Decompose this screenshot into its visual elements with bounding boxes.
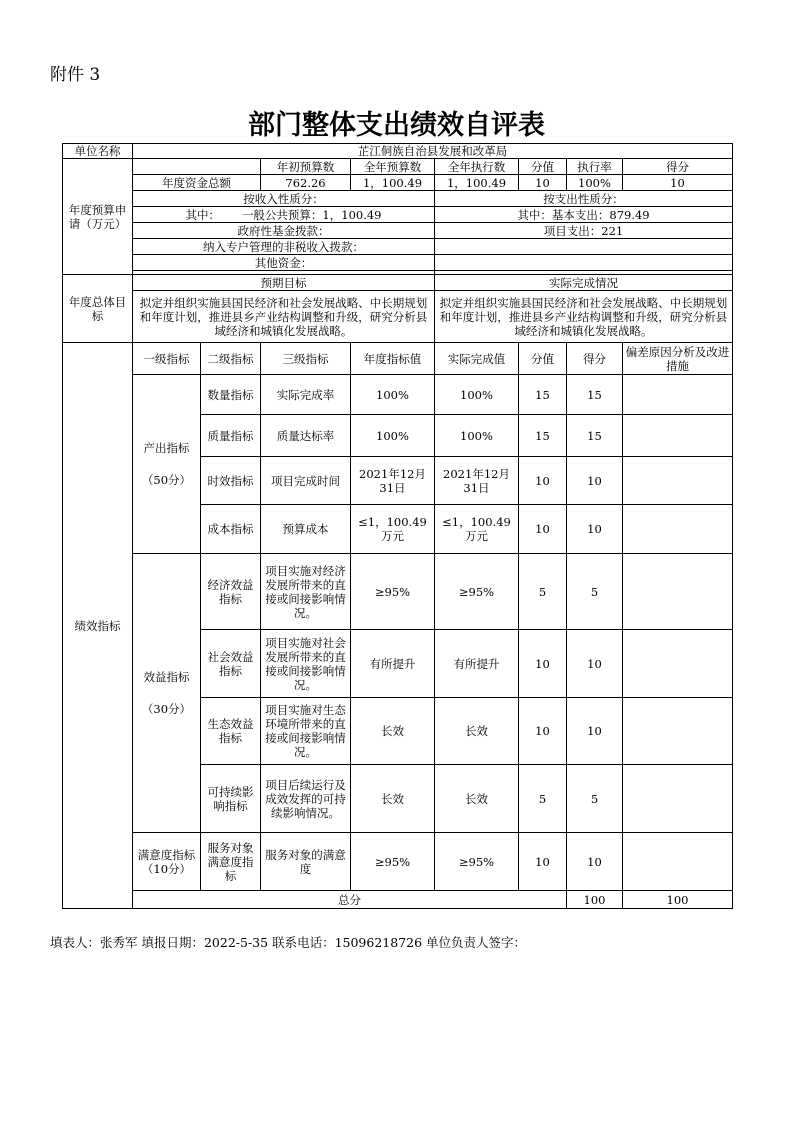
score-value-cell: 10 bbox=[519, 833, 567, 891]
total-funds-value: 10 bbox=[623, 175, 733, 191]
target-cell: 100% bbox=[351, 415, 435, 457]
general-public-budget-value: 一般公共预算：1，100.49 bbox=[241, 207, 382, 222]
budget-header: 得分 bbox=[623, 159, 733, 175]
reason-cell bbox=[623, 457, 733, 505]
reason-header: 偏差原因分析及改进措施 bbox=[623, 343, 733, 375]
expected-goal-text: 拟定并组织实施县国民经济和社会发展战略、中长期规划和年度计划，推进县乡产业结构调整和升级，研究分析县域经济和城镇化发展战略。 bbox=[133, 291, 435, 343]
actual-cell: 100% bbox=[435, 375, 519, 415]
level2-cell: 质量指标 bbox=[201, 415, 261, 457]
page-title: 部门整体支出绩效自评表 bbox=[248, 110, 545, 141]
score-cell: 5 bbox=[567, 554, 623, 630]
score-cell: 15 bbox=[567, 375, 623, 415]
actual-cell: ≥95% bbox=[435, 833, 519, 891]
actual-cell: 有所提升 bbox=[435, 630, 519, 698]
benefit-points: （30分） bbox=[141, 702, 192, 716]
reason-cell bbox=[623, 375, 733, 415]
actual-goal-text: 拟定并组织实施县国民经济和社会发展战略、中长期规划和年度计划，推进县乡产业结构调整和升级，研究分析县域经济和城镇化发展战略。 bbox=[435, 291, 733, 343]
budget-header: 全年执行数 bbox=[435, 159, 519, 175]
level2-cell: 服务对象满意度指标 bbox=[201, 833, 261, 891]
level2-cell: 社会效益指标 bbox=[201, 630, 261, 698]
level1-header: 一级指标 bbox=[133, 343, 201, 375]
reason-cell bbox=[623, 415, 733, 457]
level3-cell: 服务对象的满意度 bbox=[261, 833, 351, 891]
gov-fund-label: 政府性基金拨款： bbox=[133, 223, 435, 239]
target-cell: 长效 bbox=[351, 765, 435, 833]
budget-section-label: 年度预算申请（万元） bbox=[63, 159, 133, 275]
general-public-budget bbox=[133, 207, 435, 223]
score-value-header: 分值 bbox=[519, 343, 567, 375]
basic-expense: 其中：基本支出：879.49 bbox=[435, 207, 733, 223]
target-cell: 2021年12月31日 bbox=[351, 457, 435, 505]
level3-cell: 项目完成时间 bbox=[261, 457, 351, 505]
score-cell: 10 bbox=[567, 833, 623, 891]
reason-cell bbox=[623, 554, 733, 630]
total-score: 100 bbox=[623, 891, 733, 909]
actual-cell: ≥95% bbox=[435, 554, 519, 630]
actual-cell: 2021年12月31日 bbox=[435, 457, 519, 505]
level3-cell: 预算成本 bbox=[261, 505, 351, 554]
project-expense: 项目支出：221 bbox=[435, 223, 733, 239]
goals-section-label: 年度总体目标 bbox=[63, 275, 133, 343]
budget-header: 年初预算数 bbox=[261, 159, 351, 175]
level3-header: 三级指标 bbox=[261, 343, 351, 375]
target-cell: 有所提升 bbox=[351, 630, 435, 698]
blank-cell bbox=[435, 239, 733, 255]
target-cell: ≥95% bbox=[351, 833, 435, 891]
actual-cell: ≤1，100.49万元 bbox=[435, 505, 519, 554]
actual-cell: 长效 bbox=[435, 698, 519, 765]
level2-cell: 生态效益指标 bbox=[201, 698, 261, 765]
score-value-cell: 5 bbox=[519, 765, 567, 833]
income-nature-label: 按收入性质分： bbox=[133, 191, 435, 207]
blank-cell bbox=[435, 255, 733, 271]
score-cell: 15 bbox=[567, 415, 623, 457]
score-cell: 10 bbox=[567, 698, 623, 765]
total-funds-value: 100% bbox=[567, 175, 623, 191]
output-indicator-label bbox=[133, 375, 201, 554]
satisfaction-points: （10分） bbox=[141, 861, 192, 876]
budget-header-blank bbox=[133, 159, 261, 175]
performance-section-label: 绩效指标 bbox=[63, 343, 133, 909]
total-score-label: 总分 bbox=[133, 891, 567, 909]
expected-goal-label: 预期目标 bbox=[133, 275, 435, 291]
score-value-cell: 15 bbox=[519, 415, 567, 457]
score-cell: 10 bbox=[567, 457, 623, 505]
reason-cell bbox=[623, 630, 733, 698]
actual-cell: 100% bbox=[435, 415, 519, 457]
score-cell: 10 bbox=[567, 505, 623, 554]
level3-cell: 实际完成率 bbox=[261, 375, 351, 415]
target-header: 年度指标值 bbox=[351, 343, 435, 375]
total-funds-value: 762.26 bbox=[261, 175, 351, 191]
total-funds-value: 1，100.49 bbox=[435, 175, 519, 191]
satisfaction-label: 满意度指标 bbox=[137, 847, 196, 862]
score-value-cell: 10 bbox=[519, 505, 567, 554]
score-value-cell: 10 bbox=[519, 457, 567, 505]
budget-header: 执行率 bbox=[567, 159, 623, 175]
score-value-cell: 5 bbox=[519, 554, 567, 630]
benefit-indicator-label bbox=[133, 554, 201, 833]
benefit-label: 效益指标 bbox=[143, 670, 190, 684]
actual-header: 实际完成值 bbox=[435, 343, 519, 375]
attachment-label: 附件 3 bbox=[50, 65, 101, 85]
score-cell: 10 bbox=[567, 630, 623, 698]
total-funds-value: 1，100.49 bbox=[351, 175, 435, 191]
score-value-cell: 10 bbox=[519, 630, 567, 698]
reason-cell bbox=[623, 833, 733, 891]
level2-cell: 可持续影响指标 bbox=[201, 765, 261, 833]
score-cell: 5 bbox=[567, 765, 623, 833]
output-points: （50分） bbox=[141, 473, 192, 487]
level2-cell: 数量指标 bbox=[201, 375, 261, 415]
score-value-cell: 10 bbox=[519, 698, 567, 765]
level3-cell: 项目实施对生态环境所带来的直接或间接影响情况。 bbox=[261, 698, 351, 765]
among-label: 其中： bbox=[185, 207, 220, 222]
target-cell: 100% bbox=[351, 375, 435, 415]
expense-nature-label: 按支出性质分： bbox=[435, 191, 733, 207]
target-cell: 长效 bbox=[351, 698, 435, 765]
level2-cell: 经济效益指标 bbox=[201, 554, 261, 630]
level2-header: 二级指标 bbox=[201, 343, 261, 375]
level2-cell: 成本指标 bbox=[201, 505, 261, 554]
level3-cell: 质量达标率 bbox=[261, 415, 351, 457]
target-cell: ≤1，100.49万元 bbox=[351, 505, 435, 554]
score-header: 得分 bbox=[567, 343, 623, 375]
footer-signature-line: 填表人：张秀军 填报日期：2022-5-35 联系电话：15096218726 单位负责人签字： bbox=[50, 935, 527, 950]
total-score-value: 100 bbox=[567, 891, 623, 909]
level3-cell: 项目后续运行及成效发挥的可持续影响情况。 bbox=[261, 765, 351, 833]
actual-goal-label: 实际完成情况 bbox=[435, 275, 733, 291]
output-label: 产出指标 bbox=[143, 441, 190, 455]
reason-cell bbox=[623, 765, 733, 833]
actual-cell: 长效 bbox=[435, 765, 519, 833]
level3-cell: 项目实施对社会发展所带来的直接或间接影响情况。 bbox=[261, 630, 351, 698]
unit-name-label: 单位名称 bbox=[63, 144, 133, 159]
target-cell: ≥95% bbox=[351, 554, 435, 630]
performance-evaluation-table bbox=[62, 143, 733, 909]
reason-cell bbox=[623, 505, 733, 554]
non-tax-label: 纳入专户管理的非税收入拨款： bbox=[133, 239, 435, 255]
level2-cell: 时效指标 bbox=[201, 457, 261, 505]
other-funds-label: 其他资金： bbox=[133, 255, 435, 271]
reason-cell bbox=[623, 698, 733, 765]
unit-name-value: 芷江侗族自治县发展和改革局 bbox=[133, 144, 733, 159]
budget-header: 全年预算数 bbox=[351, 159, 435, 175]
budget-header: 分值 bbox=[519, 159, 567, 175]
satisfaction-indicator-label bbox=[133, 833, 201, 891]
score-value-cell: 15 bbox=[519, 375, 567, 415]
total-funds-label: 年度资金总额 bbox=[133, 175, 261, 191]
total-funds-value: 10 bbox=[519, 175, 567, 191]
level3-cell: 项目实施对经济发展所带来的直接或间接影响情况。 bbox=[261, 554, 351, 630]
